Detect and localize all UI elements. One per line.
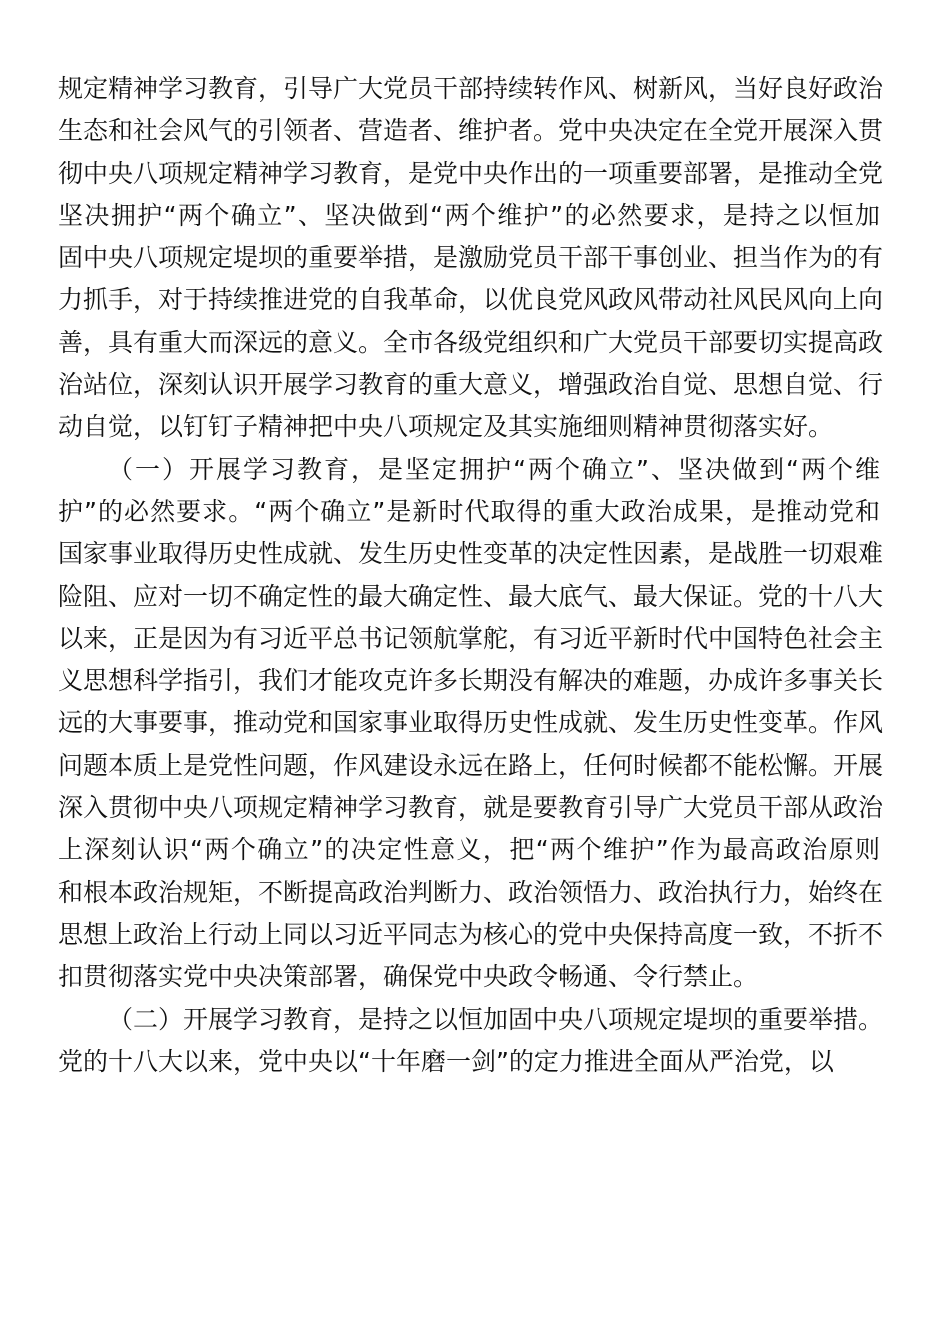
text-line: 护”的必然要求。“两个确立”是新时代取得的重大政治成果，是推动党和 xyxy=(58,496,880,526)
text-line: 彻中央八项规定精神学习教育，是党中央作出的一项重要部署，是推动全党 xyxy=(58,158,884,188)
body-text xyxy=(58,68,884,1083)
text-line: 思想上政治上行动上同以习近平同志为核心的党中央保持高度一致，不折不 xyxy=(58,919,884,949)
text-line: 治站位，深刻认识开展学习教育的重大意义，增强政治自觉、思想自觉、行 xyxy=(58,370,884,400)
text-line: 上深刻认识“两个确立”的决定性意义，把“两个维护”作为最高政治原则 xyxy=(58,835,880,865)
text-line: 党的十八大以来，党中央以“十年磨一剑”的定力推进全面从严治党，以 xyxy=(58,1046,834,1076)
text-line: 以来，正是因为有习近平总书记领航掌舵，有习近平新时代中国特色社会主 xyxy=(58,623,884,653)
text-line: 问题本质上是党性问题，作风建设永远在路上，任何时候都不能松懈。开展 xyxy=(58,750,884,780)
text-line: 规定精神学习教育，引导广大党员干部持续转作风、树新风，当好良好政治 xyxy=(58,74,884,103)
text-line: 动自觉，以钉钉子精神把中央八项规定及其实施细则精神贯彻落实好。 xyxy=(58,412,834,442)
text-line: 生态和社会风气的引领者、营造者、维护者。党中央决定在全党开展深入贯 xyxy=(58,116,884,146)
text-line: 义思想科学指引，我们才能攻克许多长期没有解决的难题，办成许多事关长 xyxy=(58,666,884,696)
text-line: 和根本政治规矩，不断提高政治判断力、政治领悟力、政治执行力，始终在 xyxy=(58,877,884,907)
text-line: 坚决拥护“两个确立”、坚决做到“两个维护”的必然要求，是持之以恒加 xyxy=(58,200,880,230)
text-line: 国家事业取得历史性成就、发生历史性变革的决定性因素，是战胜一切艰难 xyxy=(58,539,884,569)
section-heading-line: （一）开展学习教育，是坚定拥护“两个确立”、坚决做到“两个维 xyxy=(108,454,880,484)
text-line: 远的大事要事，推动党和国家事业取得历史性成就、发生历史性变革。作风 xyxy=(58,708,884,738)
text-line: 险阻、应对一切不确定性的最大确定性、最大底气、最大保证。党的十八大 xyxy=(58,581,884,611)
text-line: 善，具有重大而深远的意义。全市各级党组织和广大党员干部要切实提高政 xyxy=(58,327,884,357)
text-line: 深入贯彻中央八项规定精神学习教育，就是要教育引导广大党员干部从政治 xyxy=(58,793,884,823)
text-line: 力抓手，对于持续推进党的自我革命，以优良党风政风带动社风民风向上向 xyxy=(58,285,884,315)
text-line: 固中央八项规定堤坝的重要举措，是激励党员干部干事创业、担当作为的有 xyxy=(58,243,884,273)
text-line: 扣贯彻落实党中央决策部署，确保党中央政令畅通、令行禁止。 xyxy=(58,962,759,992)
section-heading-line: （二）开展学习教育，是持之以恒加固中央八项规定堤坝的重要举措。 xyxy=(108,1004,884,1034)
